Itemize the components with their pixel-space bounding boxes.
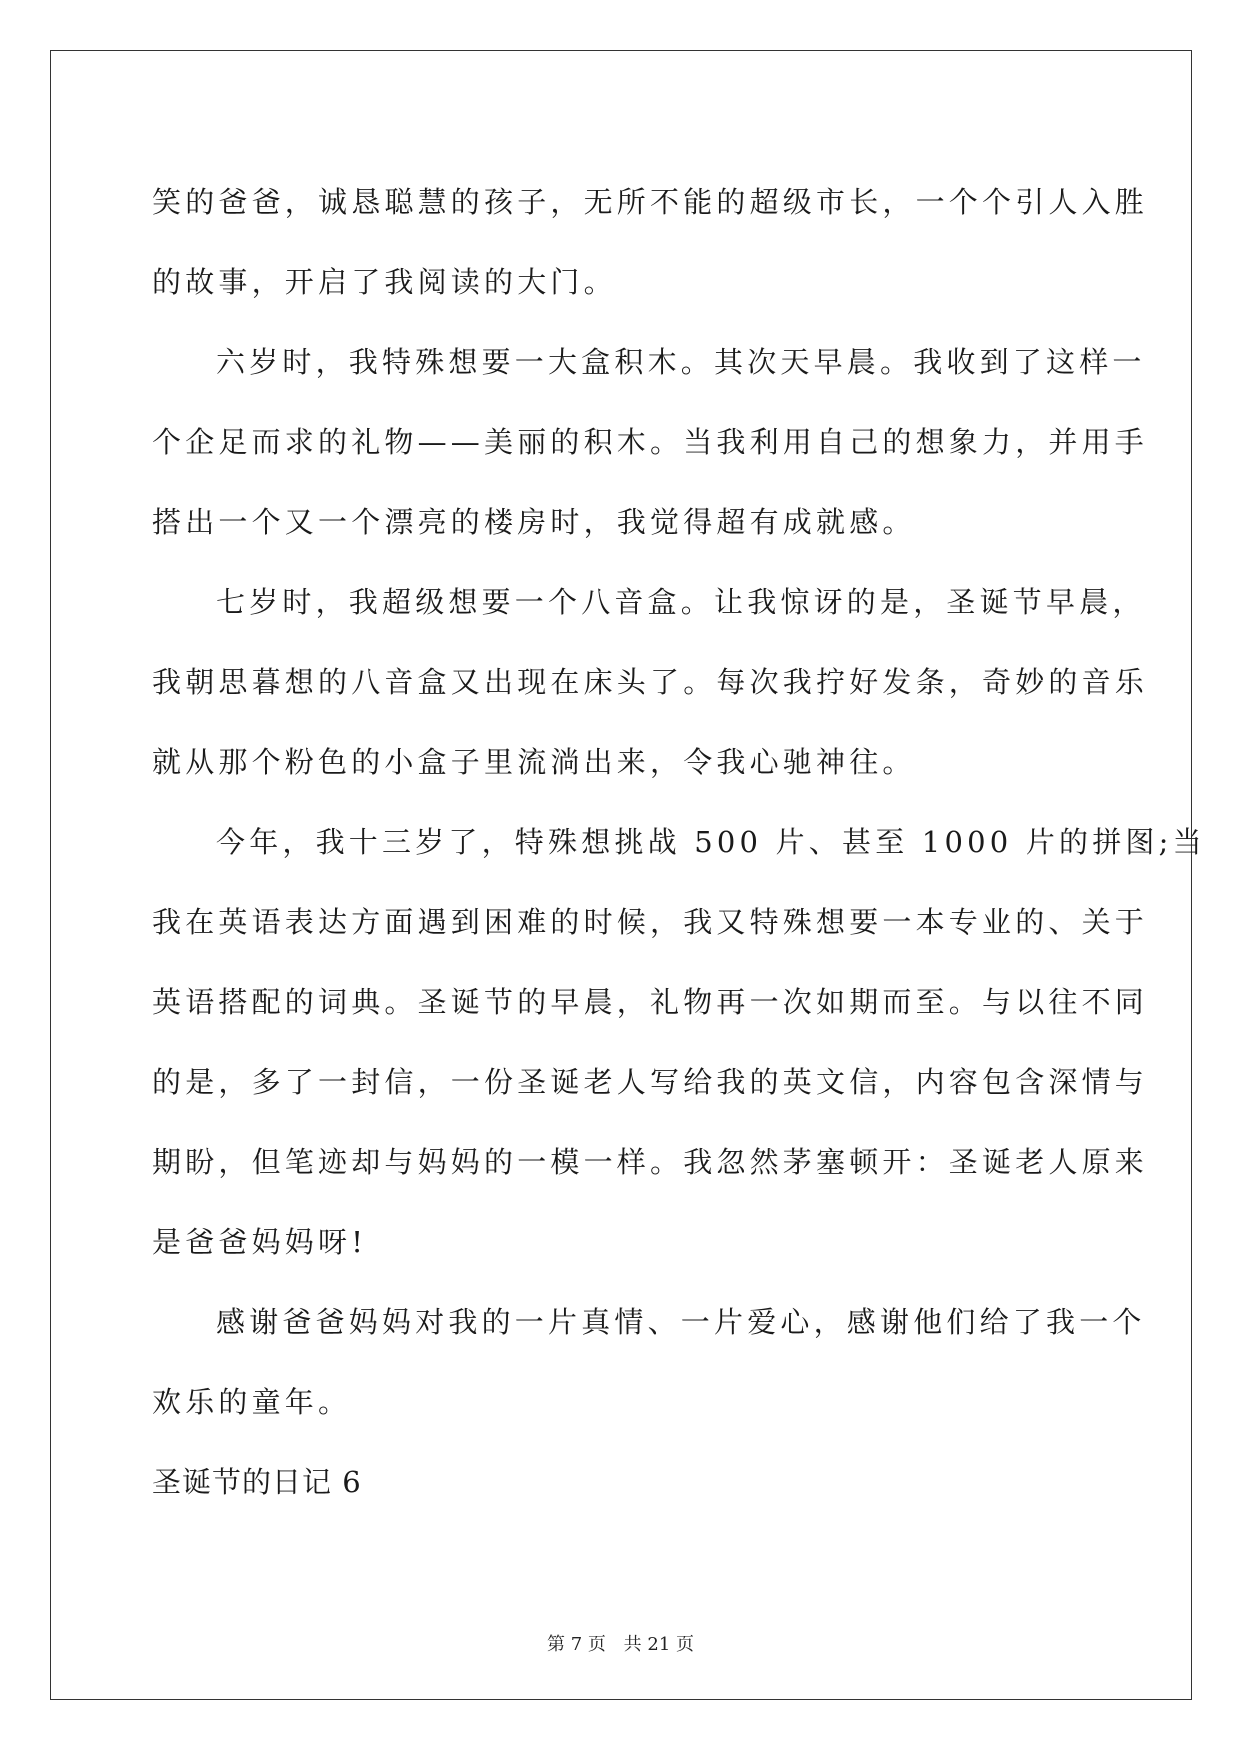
text-line-4: 个企足而求的礼物——美丽的积木。当我利用自己的想象力，并用手 — [152, 425, 1149, 459]
text-line-12: 的是，多了一封信，一份圣诞老人写给我的英文信，内容包含深情与 — [152, 1065, 1149, 1099]
document-body — [152, 162, 1206, 1522]
page-number-total: 共 21 页 — [623, 1634, 694, 1655]
text-line-11: 英语搭配的词典。圣诞节的早晨，礼物再一次如期而至。与以往不同 — [152, 985, 1149, 1019]
text-line-14: 是爸爸妈妈呀! — [152, 1225, 368, 1259]
text-line-2: 的故事，开启了我阅读的大门。 — [152, 265, 617, 299]
text-line-5: 搭出一个又一个漂亮的楼房时，我觉得超有成就感。 — [152, 505, 916, 539]
text-line-10: 我在英语表达方面遇到困难的时候，我又特殊想要一本专业的、关于 — [152, 905, 1149, 939]
page-footer — [0, 1630, 1241, 1656]
text-line-8: 就从那个粉色的小盒子里流淌出来，令我心驰神往。 — [152, 745, 916, 779]
text-line-7: 我朝思暮想的八音盒又出现在床头了。每次我拧好发条，奇妙的音乐 — [152, 665, 1149, 699]
text-line-15: 感谢爸爸妈妈对我的一片真情、一片爱心，感谢他们给了我一个 — [216, 1305, 1146, 1339]
text-line-6: 七岁时，我超级想要一个八音盒。让我惊讶的是，圣诞节早晨， — [216, 585, 1146, 619]
text-line-9: 今年，我十三岁了，特殊想挑战 500 片、甚至 1000 片的拼图;当 — [216, 825, 1206, 859]
text-line-16: 欢乐的童年。 — [152, 1385, 352, 1419]
text-line-13: 期盼，但笔迹却与妈妈的一模一样。我忽然茅塞顿开：圣诞老人原来 — [152, 1145, 1149, 1179]
page-number-current: 第 7 页 — [547, 1634, 606, 1655]
section-heading: 圣诞节的日记 6 — [152, 1465, 362, 1499]
text-line-3: 六岁时，我特殊想要一大盒积木。其次天早晨。我收到了这样一 — [216, 345, 1146, 379]
text-line-1: 笑的爸爸，诚恳聪慧的孩子，无所不能的超级市长，一个个引人入胜 — [152, 185, 1149, 219]
